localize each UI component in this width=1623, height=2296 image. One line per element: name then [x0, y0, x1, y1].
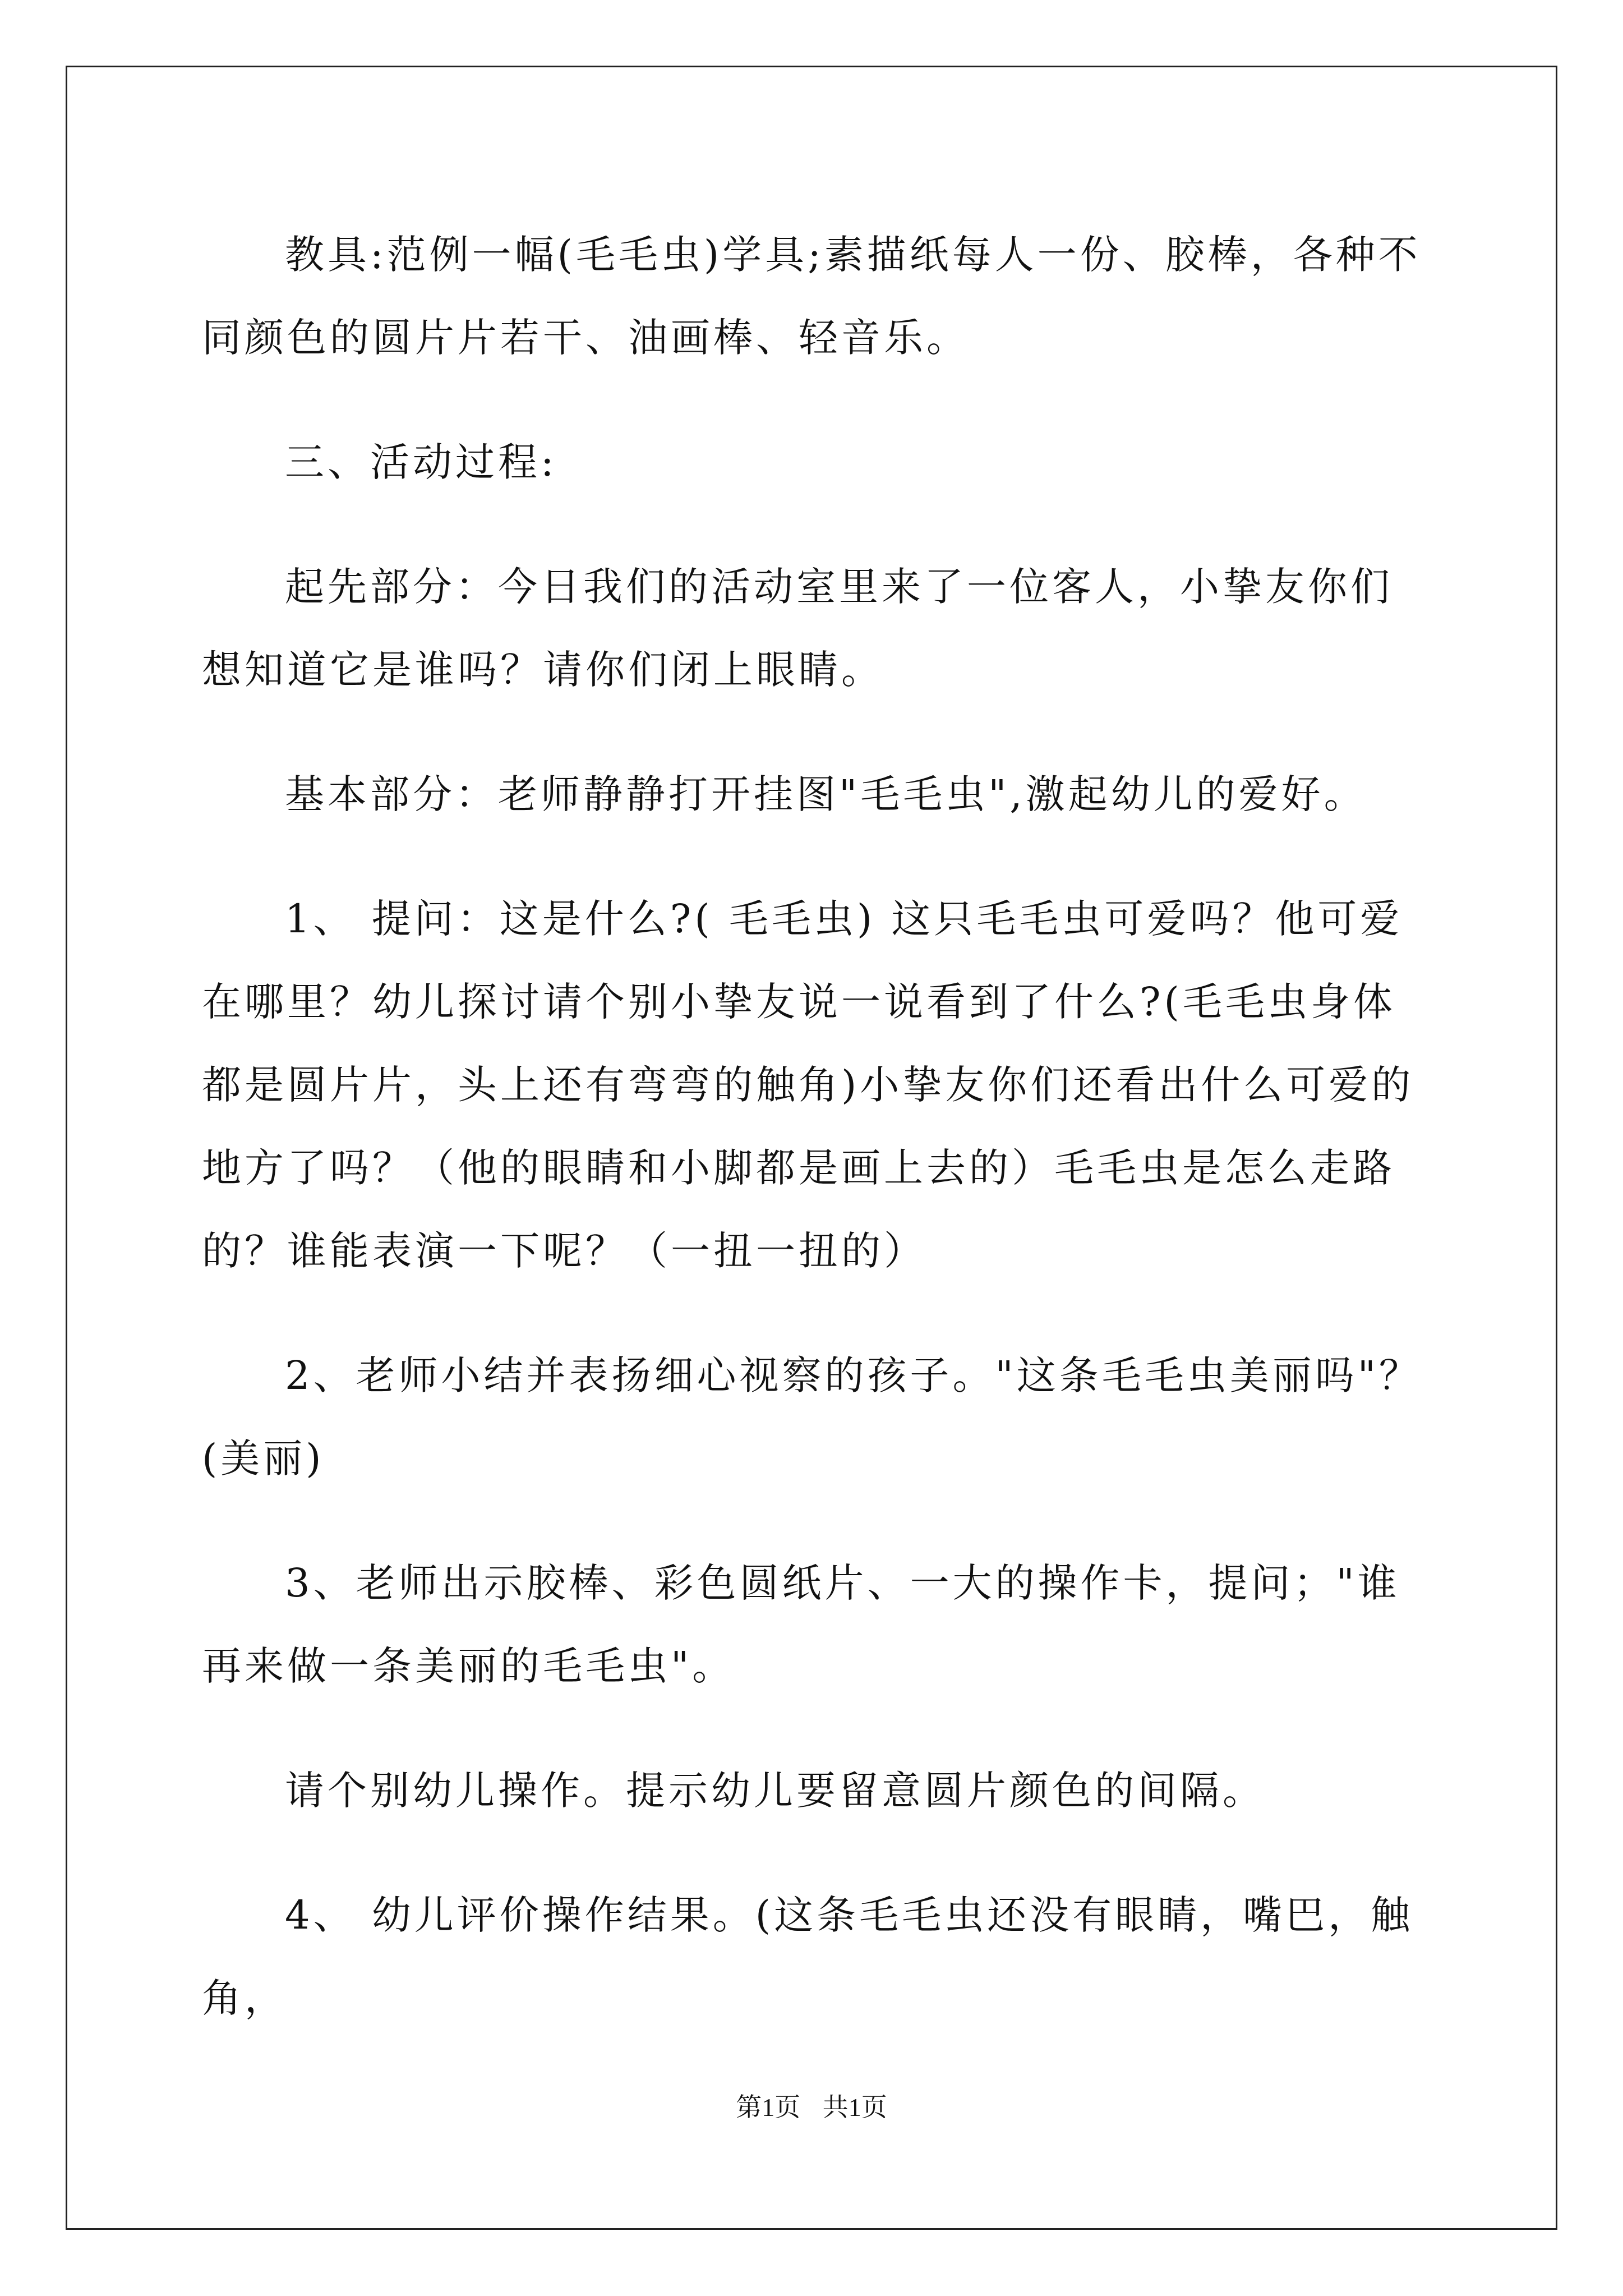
paragraph-opening: 起先部分：今日我们的活动室里来了一位客人，小挚友你们想知道它是谁吗？请你们闭上眼睛。: [202, 564, 1393, 693]
paragraph-step-3: 3、老师出示胶棒、彩色圆纸片、一大的操作卡，提问；"谁再来做一条美丽的毛毛虫"。: [202, 1560, 1400, 1689]
page-number: 第1页: [736, 2093, 801, 2122]
document-body: [202, 213, 1422, 2081]
paragraph-basic-part: 基本部分：老师静静打开挂图"毛毛虫",激起幼儿的爱好。: [285, 771, 1367, 817]
paragraph-materials: 教具:范例一幅(毛毛虫)学具;素描纸每人一份、胶棒，各种不同颜色的圆片片若干、油画棒、轻音乐。: [202, 232, 1421, 361]
paragraph-section-heading: 三、活动过程:: [285, 439, 557, 485]
paragraph-step-4: 4、 幼儿评价操作结果。(这条毛毛虫还没有眼睛，嘴巴，触角，: [202, 1892, 1414, 2021]
paragraph-step-2: 2、老师小结并表扬细心视察的孩子。"这条毛毛虫美丽吗"？(美丽): [202, 1352, 1422, 1481]
page-footer: [0, 2087, 1623, 2124]
paragraph-individual-operation: 请个别幼儿操作。提示幼儿要留意圆片颜色的间隔。: [285, 1768, 1265, 1814]
paragraph-step-1: 1、 提问：这是什么?( 毛毛虫) 这只毛毛虫可爱吗？他可爱在哪里？幼儿探讨请个别小挚友说一说看到了什么?(毛毛虫身体都是圆片片，头上还有弯弯的触角)小挚友你们还看出什么可爱的地方了吗？（他的眼睛和小脚都是画上去的）毛毛虫是怎么走路的？谁能表演一下呢？（一扭一扭的）: [202, 896, 1414, 1274]
page-total: 共1页: [822, 2093, 887, 2122]
